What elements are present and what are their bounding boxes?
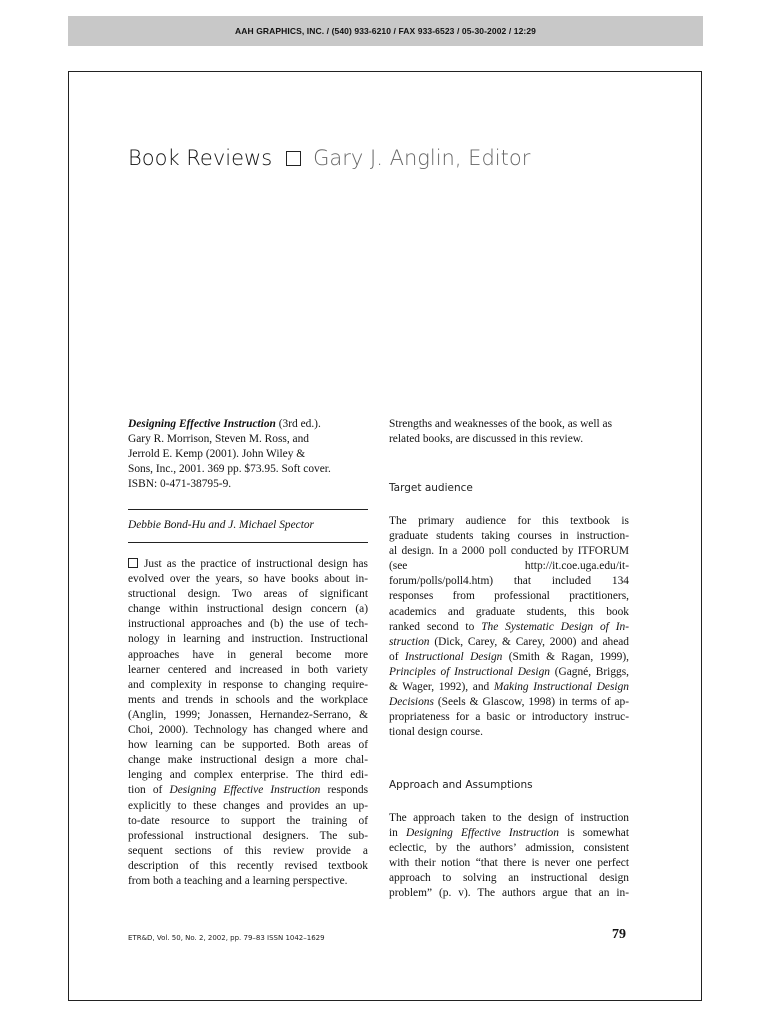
editor-name: Gary J. Anglin, Editor (313, 146, 531, 170)
heading-target-audience: Target audience (389, 482, 473, 494)
square-bullet-icon (286, 151, 301, 166)
print-header-text: AAH GRAPHICS, INC. / (540) 933-6210 / FAX 933-6523 / 05-30-2002 / 12:29 (235, 26, 536, 36)
reviewer-byline: Debbie Bond-Hu and J. Michael Spector (128, 519, 314, 531)
book-citation: Designing Effective Instruction (3rd ed.). Gary R. Morrison, Steven M. Ross, and Jerrold E. Kemp (2001). John Wiley & Sons, Inc., 2001. 369 pp. $73.95. Soft cover. ISBN: 0-471-38795-9. (128, 418, 331, 491)
section-title: Book Reviews (128, 146, 273, 170)
target-audience-text: The primary audience for this textbook is graduate students taking courses in instruction- al design. In a 2000 poll conducted by ITFORUM (see http://it.coe.uga.edu/it- forum/polls/poll4.htm) that included 134 responses from professional practitioners, academics and graduate students, this book ranked second to The Systematic Design of In- struction (Dick, Carey, & Carey, 2000) and ahead of Instructional Design (Smith & Ragan, 1999), Principles of Instructional Design (Gagné, Briggs, & Wager, 1992), and Making Instructional Design Decisions (Seels & Glascow, 1998) in terms of ap- propriateness for a basic or introductory instruc- tional design course. (389, 515, 630, 739)
divider-top (128, 509, 368, 510)
approach-text: The approach taken to the design of instruction in Designing Effective Instruction is somewhat eclectic, by the authors’ admission, consistent with their notion “that there is never one perfect approach to solving an instructional design problem” (p. v). The authors argue that an in- (389, 812, 629, 900)
page-number: 79 (612, 927, 626, 942)
page-title (128, 146, 530, 170)
left-body-text: Just as the practice of instructional design has evolved over the years, so have books about in- structional design. Two areas of significant change within instructional design concern (a) instructional approaches and (b) the use of tech- nology in learning and instruction. Instructional approaches have in general become more learner centered and increased in both variety and complexity in response to changing require- ments and trends in schools and the workplace (Anglin, 1999; Jonassen, Hernandez-Serrano, & Choi, 2000). Technology has changed where and how learning can be supported. Both areas of change make instructional design a more chal- lenging and complex enterprise. The third edi- tion of Designing Effective Instruction responds explicitly to these changes and provides an up- to-date resource to support the training of professional instructional designers. The sub- sequent sections of this review provide a description of this recently revised textbook from both a teaching and a learning perspective. (128, 558, 368, 887)
journal-footer: ETR&D, Vol. 50, No. 2, 2002, pp. 79–83 ISSN 1042–1629 (128, 934, 325, 942)
heading-approach: Approach and Assumptions (389, 779, 533, 791)
divider-bottom (128, 542, 368, 543)
print-header-bar (68, 16, 703, 46)
right-intro-text: Strengths and weaknesses of the book, as well as related books, are discussed in this review. (389, 418, 613, 446)
book-title: Designing Effective Instruction (128, 418, 276, 430)
square-bullet-icon (128, 558, 138, 568)
